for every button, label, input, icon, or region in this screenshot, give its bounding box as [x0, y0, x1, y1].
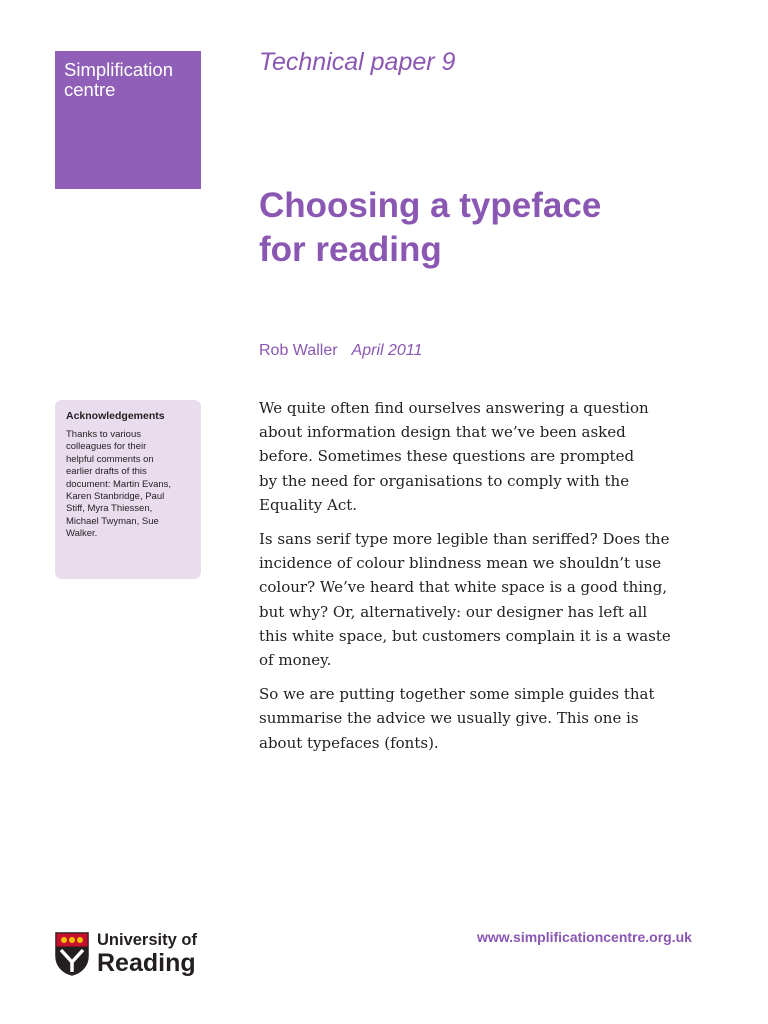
- byline: [259, 342, 422, 360]
- ack-line: Thanks to various: [66, 429, 141, 440]
- body-line: incidence of colour blindness mean we shouldn’t use: [259, 554, 662, 573]
- body-line: summarise the advice we usually give. This one is: [259, 709, 639, 728]
- paragraph-1: [259, 396, 729, 517]
- series-label: Technical paper 9: [259, 48, 456, 76]
- body-line: but why? Or, alternatively: our designer has left all: [259, 602, 648, 621]
- body-text: [259, 396, 729, 765]
- body-line: about typefaces (fonts).: [259, 733, 439, 752]
- brand-name-line1: Simplification: [64, 59, 173, 80]
- body-line: So we are putting together some simple guides that: [259, 685, 655, 704]
- paragraph-2: [259, 527, 729, 672]
- ack-line: colleagues for their: [66, 441, 147, 453]
- ack-line: Michael Twyman, Sue: [66, 515, 159, 527]
- brand-box: [55, 51, 201, 189]
- body-line: colour? We’ve heard that white space is a good thing,: [259, 578, 668, 597]
- website-link[interactable]: www.simplificationcentre.org.uk: [477, 929, 692, 945]
- ack-line: Karen Stanbridge, Paul: [66, 491, 165, 503]
- ack-line: earlier drafts of this: [66, 466, 147, 478]
- body-line: Equality Act.: [259, 495, 358, 514]
- body-line: by the need for organisations to comply with the: [259, 471, 630, 490]
- body-line: before. Sometimes these questions are prompted: [259, 447, 635, 466]
- university-crest-icon: [55, 932, 89, 976]
- acknowledgements-box: [55, 400, 201, 579]
- page-title: [259, 184, 679, 272]
- university-name-line1: University of: [97, 931, 197, 949]
- title-line2: for reading: [259, 230, 442, 269]
- ack-line: Stiff, Myra Thiessen,: [66, 503, 153, 515]
- acknowledgements-text: [66, 429, 191, 541]
- publication-date: April 2011: [351, 342, 423, 359]
- ack-line: helpful comments on: [66, 453, 154, 465]
- university-logo: [55, 930, 215, 980]
- acknowledgements-heading: Acknowledgements: [66, 410, 165, 422]
- body-line: about information design that we’ve been asked: [259, 423, 626, 442]
- body-line: Is sans serif type more legible than seriffed? Does the: [259, 530, 670, 549]
- body-line: We quite often find ourselves answering a question: [259, 399, 649, 417]
- body-line: this white space, but customers complain it is a waste: [259, 626, 671, 645]
- author: Rob Waller: [259, 342, 338, 359]
- brand-name-line2: centre: [64, 79, 116, 100]
- ack-line: Walker.: [66, 528, 98, 540]
- paragraph-3: [259, 682, 729, 755]
- ack-line: document: Martin Evans,: [66, 478, 172, 490]
- body-line: of money.: [259, 651, 332, 670]
- title-line1: Choosing a typeface: [259, 186, 602, 225]
- university-name-line2: Reading: [97, 949, 196, 977]
